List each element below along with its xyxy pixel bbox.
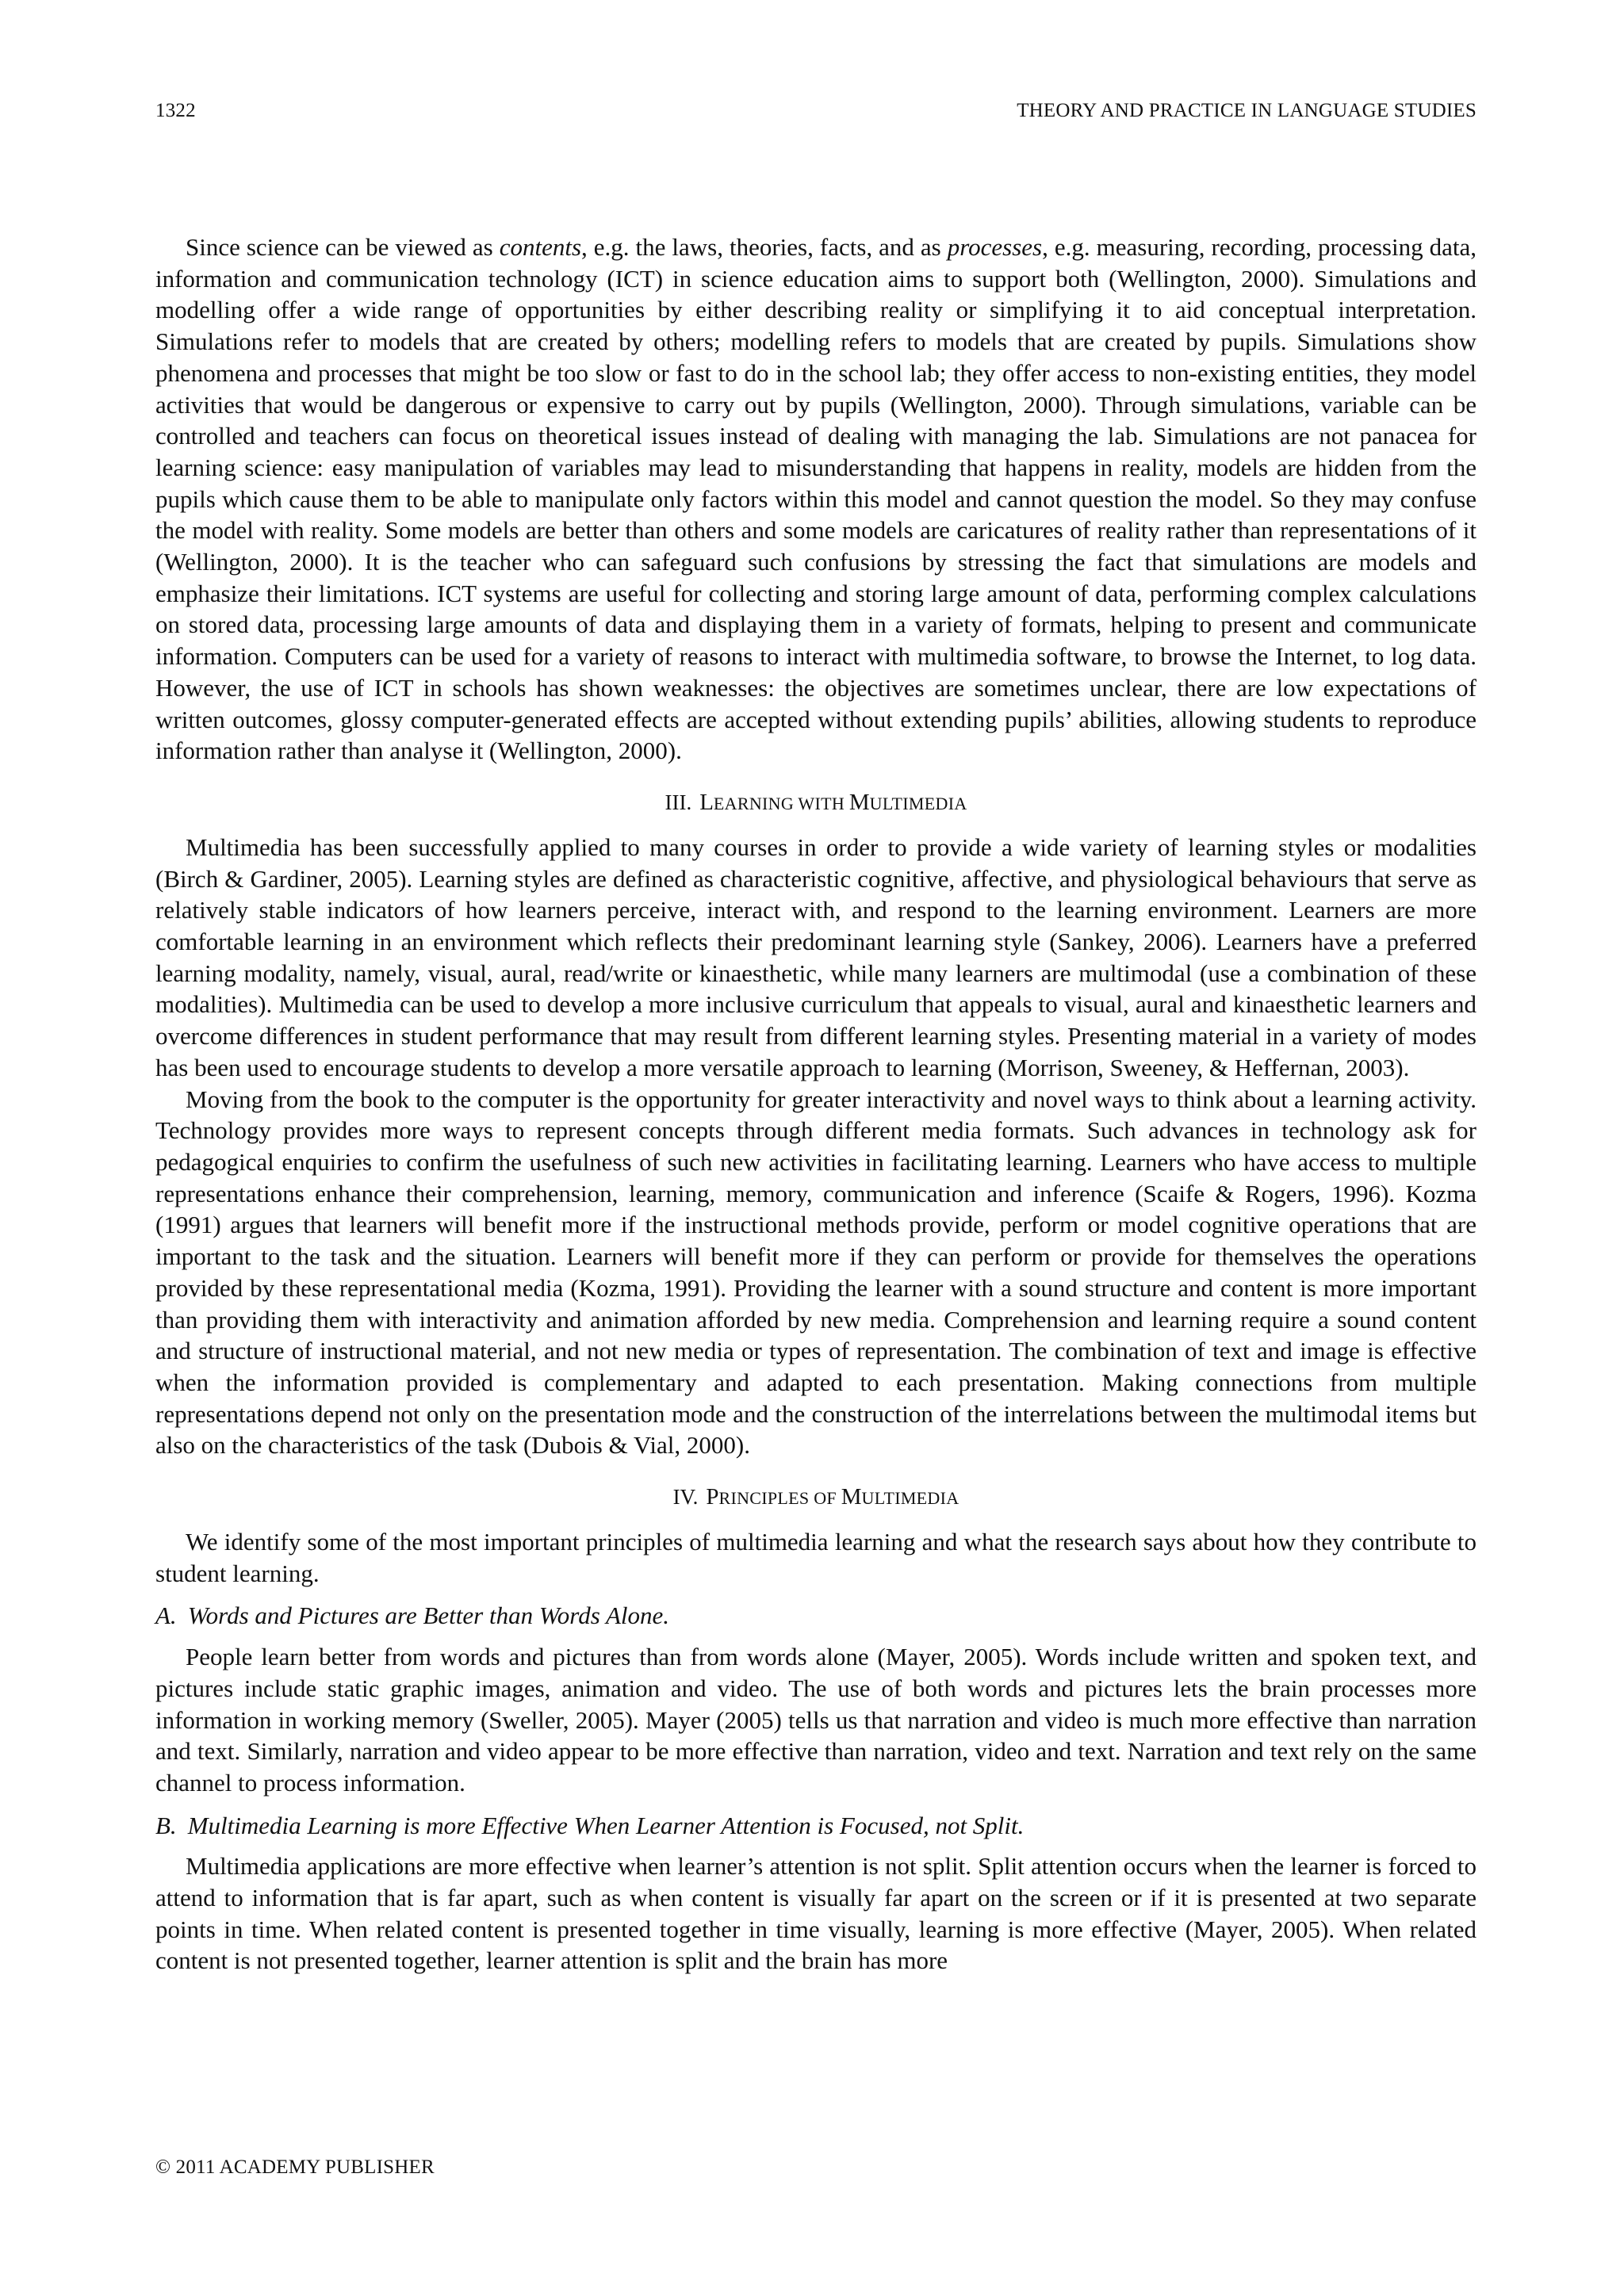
journal-title: THEORY AND PRACTICE IN LANGUAGE STUDIES [1017,100,1477,121]
copyright-footer: © 2011 ACADEMY PUBLISHER [155,2156,435,2178]
paragraph: Multimedia applications are more effective when learner’s attention is not split. Split attention occurs when the learner is forced to attend to information that is far apart, such as when content is visually far apart on the screen or if it is presented at two separate points in time. When related content is presented together in time visually, learning is more effective (Mayer, 2005). When related content is not presented together, learner attention is split and the brain has more [155,1852,1477,1975]
intro-paragraph: Since science can be viewed as contents, e.g. the laws, theories, facts, and as processes, e.g. measuring, recording, processing data, information and communication technology (ICT) in science education aims to support both (Wellington, 2000). Simulations and modelling offer a wide range of opportunities by either describing reality or simplifying it to aid conceptual interpretation. Simulations refer to models that are created by others; modelling refers to models that are created by pupils. Simulations show phenomena and processes that might be too slow or fast to do in the school lab; they offer access to non-existing entities, they model activities that would be dangerous or expensive to carry out by pupils (Wellington, 2000). Through simulations, variable can be controlled and teachers can focus on theoretical issues instead of dealing with managing the lab. Simulations are not panacea for learning science: easy manipulation of variables may lead to misunderstanding that happens in reality, models are hidden from the pupils which cause them to be able to manipulate only factors within this model and cannot question the model. So they may confuse the model with reality. Some models are better than others and some models are caricatures of reality rather than representations of it (Wellington, 2000). It is the teacher who can safeguard such confusions by stressing the fact that simulations are models and emphasize their limitations. ICT systems are useful for collecting and storing large amount of data, performing complex calculations on stored data, processing large amounts of data and displaying them in a variety of formats, helping to present and communicate information. Computers can be used for a variety of reasons to interact with multimedia software, to browse the Internet, to log data. However, the use of ICT in schools has shown weaknesses: the objectives are sometimes unclear, there are low expectations of written outcomes, glossy computer-generated effects are accepted without extending pupils’ abilities, allowing students to reproduce information rather than analyse it (Wellington, 2000). [155,233,1477,765]
running-header [155,100,1477,132]
page-number: 1322 [155,100,196,121]
paragraph: People learn better from words and pictures than from words alone (Mayer, 2005). Words include written and spoken text, and pictures include static graphic images, animation and video. The use of both words and pictures lets the brain processes more information in working memory (Sweller, 2005). Mayer (2005) tells us that narration and video is much more effective than narration and text. Similarly, narration and video appear to be more effective than narration, video and text. Narration and text rely on the same channel to process information. [155,1643,1477,1797]
article-body [155,232,1477,1976]
subsection-heading-b: B. Multimedia Learning is more Effective When Learner Attention is Focused, not Split. [155,1811,1025,1839]
section-heading-principles-of-multimedia: IV. PRINCIPLES OF MULTIMEDIA [672,1484,959,1510]
emphasis-processes: processes [947,233,1043,261]
paragraph: Multimedia has been successfully applied to many courses in order to provide a wide variety of learning styles or modalities (Birch & Gardiner, 2005). Learning styles are defined as characteristic cognitive, affective, and physiological behaviours that serve as relatively stable indicators of how learners perceive, interact with, and respond to the learning environment. Learners are more comfortable learning in an environment which reflects their predominant learning style (Sankey, 2006). Learners have a preferred learning modality, namely, visual, aural, read/write or kinaesthetic, while many learners are multimodal (use a combination of these modalities). Multimedia can be used to develop a more inclusive curriculum that appeals to visual, aural and kinaesthetic learners and overcome differences in student performance that may result from different learning styles. Presenting material in a variety of modes has been used to encourage students to develop a more versatile approach to learning (Morrison, Sweeney, & Heffernan, 2003). [155,832,1477,1081]
paragraph: We identify some of the most important principles of multimedia learning and what the research says about how they contribute to student learning. [155,1528,1477,1587]
paragraph: Moving from the book to the computer is the opportunity for greater interactivity and novel ways to think about a learning activity. Technology provides more ways to represent concepts through different media formats. Such advances in technology ask for pedagogical enquiries to confirm the usefulness of such new activities in facilitating learning. Learners who have access to multiple representations enhance their comprehension, learning, memory, communication and inference (Scaife & Rogers, 1996). Kozma (1991) argues that learners will benefit more if the instructional methods provide, perform or model cognitive operations that are important to the task and the situation. Learners will benefit more if they can perform or provide for themselves the operations provided by these representational media (Kozma, 1991). Providing the learner with a sound structure and content is more important than providing them with interactivity and animation afforded by new media. Comprehension and learning require a sound content and structure of instructional material, and not new media or types of representation. The combination of text and image is effective when the information provided is complementary and adapted to each presentation. Making connections from multiple representations depend not only on the presentation mode and the construction of the interrelations between the multimodal items but also on the characteristics of the task (Dubois & Vial, 2000). [155,1085,1477,1460]
section-heading-learning-with-multimedia: III. LEARNING WITH MULTIMEDIA [665,789,967,815]
subsection-heading-a: A. Words and Pictures are Better than Words Alone. [155,1601,670,1630]
emphasis-contents: contents [499,233,582,261]
